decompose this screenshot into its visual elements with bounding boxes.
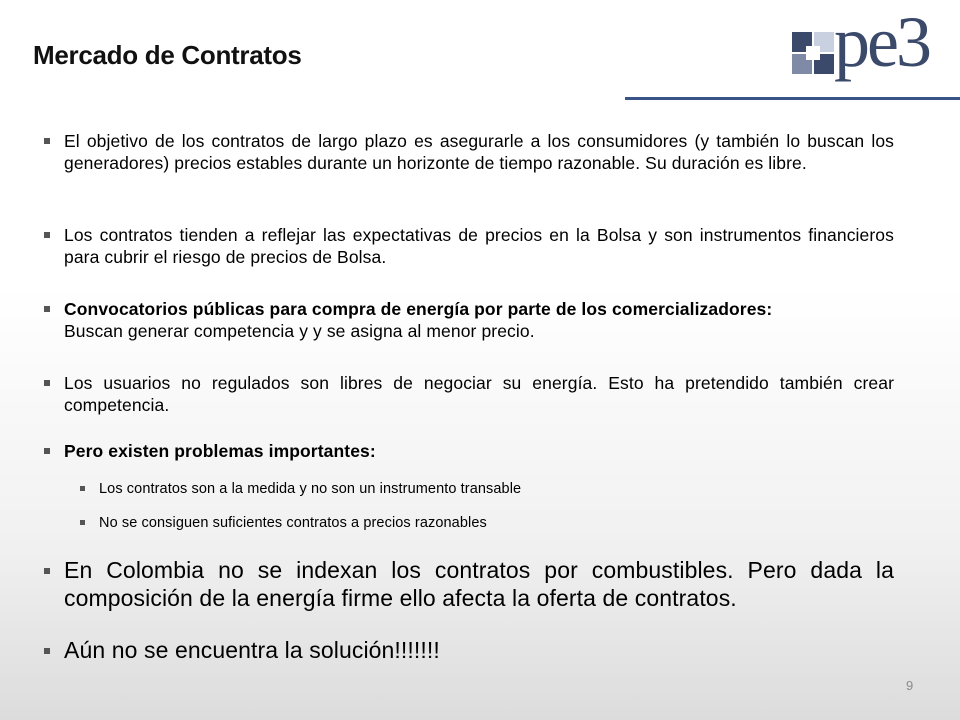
- list-item: [44, 298, 894, 342]
- sub-bullet-icon: [80, 486, 85, 491]
- sub-bullet-icon: [80, 520, 85, 525]
- bullet-text: [64, 298, 894, 342]
- bullet-icon: [44, 568, 50, 574]
- pe3-logo: [790, 2, 930, 82]
- bullet-text: En Colombia no se indexan los contratos por combustibles. Pero dada la composición de la energía firme ello afecta la oferta de contratos.: [64, 557, 894, 611]
- sub-bullet-text: No se consiguen suficientes contratos a precios razonables: [99, 515, 487, 531]
- bullet-icon: [44, 306, 50, 312]
- bullet-icon: [44, 138, 50, 144]
- slide-title: Mercado de Contratos: [33, 40, 302, 70]
- bullet-text: [64, 440, 894, 462]
- bullet-text: Aún no se encuentra la solución!!!!!!!: [64, 637, 440, 663]
- page-number: 9: [906, 678, 914, 693]
- sub-list-item: [44, 513, 894, 533]
- logo-mark-icon: [792, 32, 836, 76]
- header-divider: [625, 97, 960, 100]
- bullet-icon: [44, 648, 50, 654]
- bullet-icon: [44, 232, 50, 238]
- list-item: [44, 440, 894, 462]
- sub-list-item: [44, 479, 894, 499]
- sub-bullet-text: Los contratos son a la medida y no son un instrumento transable: [99, 481, 522, 497]
- list-item: [44, 224, 894, 268]
- bullet-icon: [44, 448, 50, 454]
- bullet-text: El objetivo de los contratos de largo plazo es asegurarle a los consumidores (y también lo buscan los generadores) precios estables durante un horizonte de tiempo razonable. Su duración es libre.: [64, 131, 894, 173]
- bullet-icon: [44, 380, 50, 386]
- bullet-text: Los usuarios no regulados son libres de negociar su energía. Esto ha pretendido también crear competencia.: [64, 373, 894, 415]
- bullet-bold-text: Pero existen problemas importantes:: [64, 441, 376, 461]
- list-item: [44, 636, 894, 664]
- bullet-bold-text: Convocatorios públicas para compra de energía por parte de los comercializadores:: [64, 299, 773, 319]
- bullet-regular-text: Buscan generar competencia y y se asigna al menor precio.: [64, 321, 535, 341]
- logo-text: pe3: [834, 2, 929, 82]
- bullet-text: Los contratos tienden a reflejar las expectativas de precios en la Bolsa y son instrumentos financieros para cubrir el riesgo de precios de Bolsa.: [64, 225, 894, 267]
- list-item: [44, 372, 894, 416]
- list-item: [44, 556, 894, 612]
- list-item: [44, 130, 894, 174]
